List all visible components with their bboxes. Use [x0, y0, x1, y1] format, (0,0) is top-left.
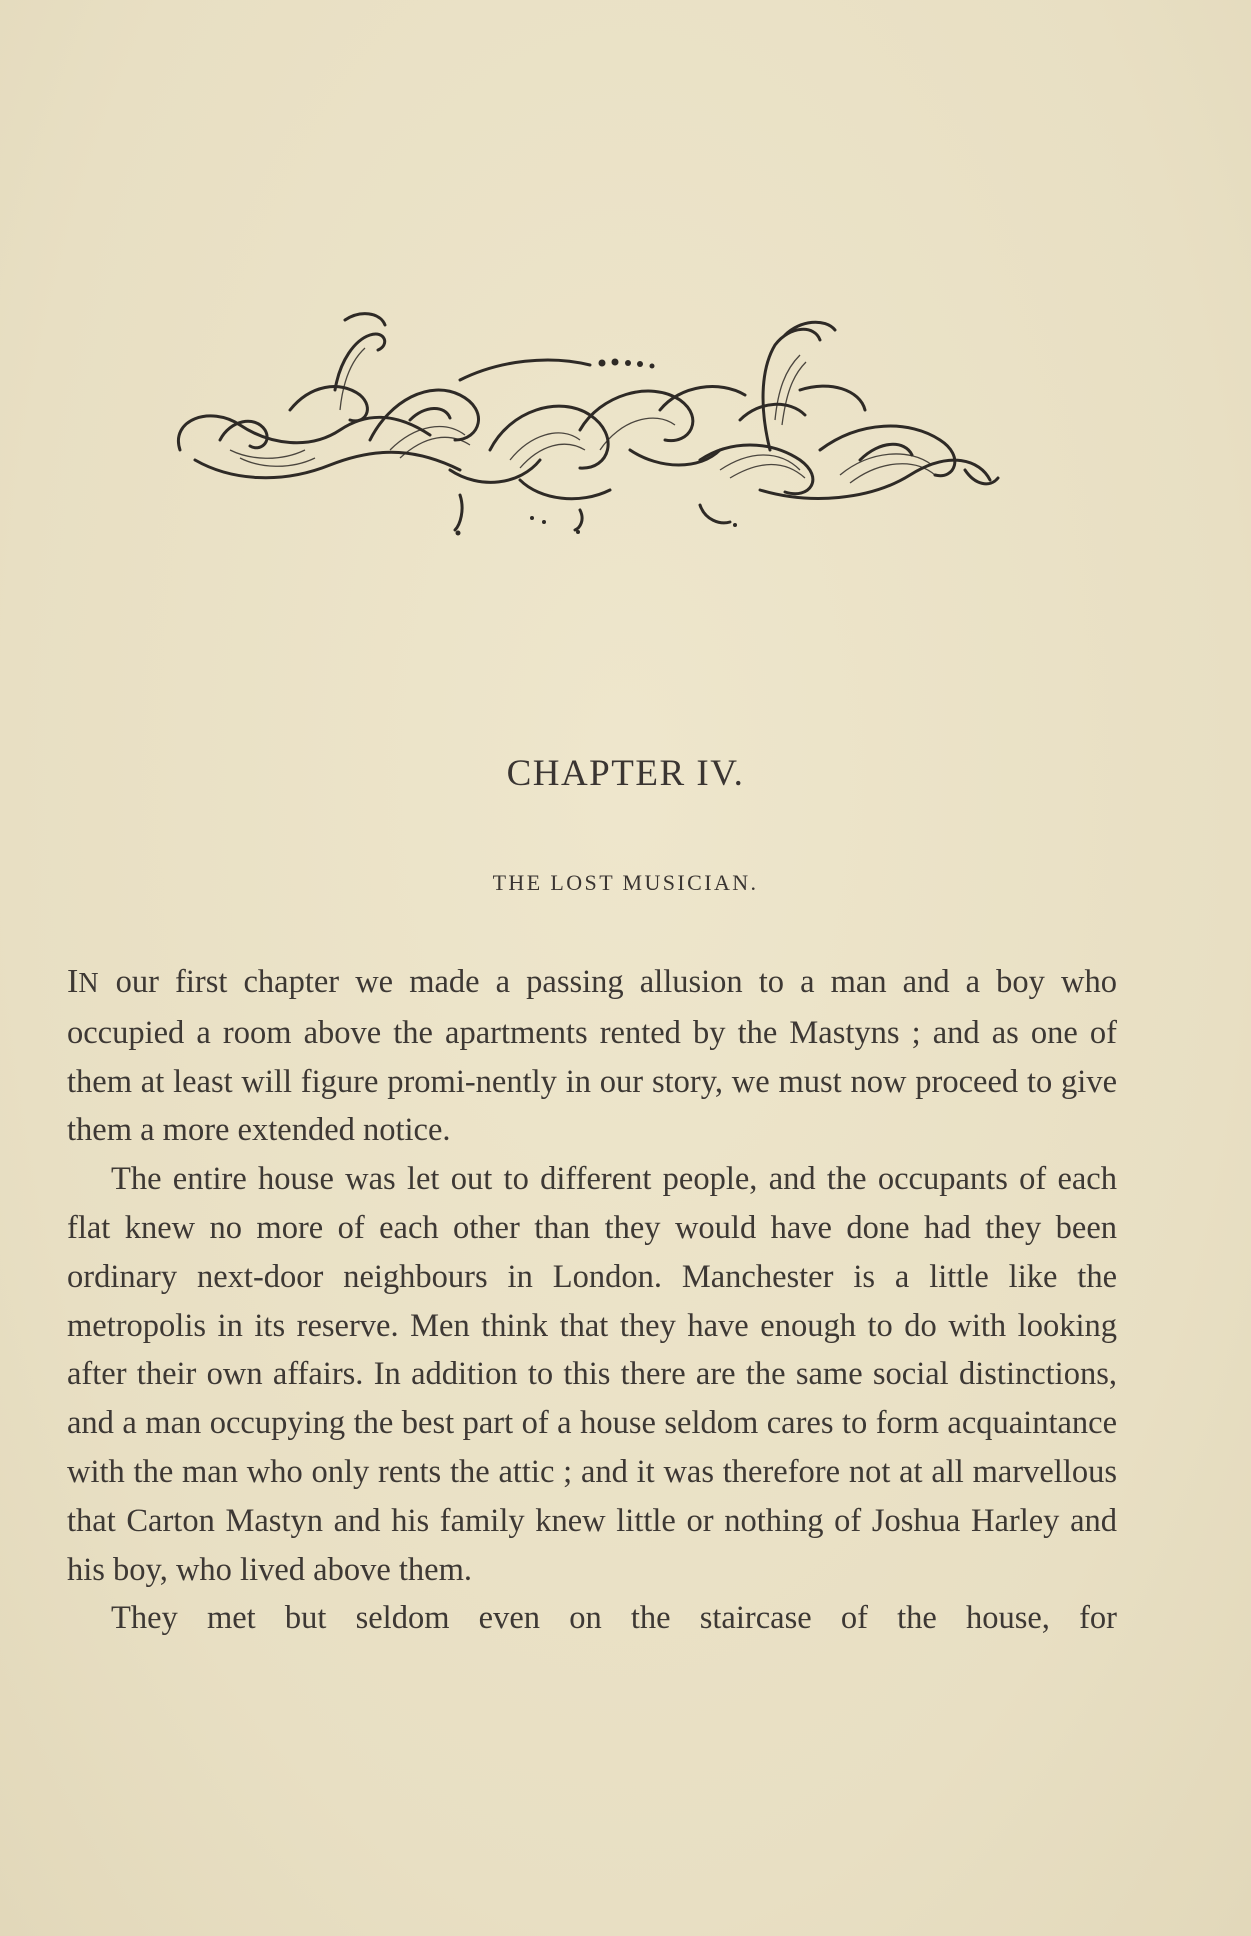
- body-text: [67, 958, 1117, 1643]
- chapter-title: CHAPTER IV.: [506, 753, 745, 794]
- paragraph-initial-smallcaps: N: [78, 968, 100, 999]
- paragraph: [67, 958, 1117, 1155]
- chapter-subtitle: THE LOST MUSICIAN.: [492, 870, 759, 895]
- paragraph-text: our first chapter we made a passing allusion to a man and a boy who occupied a room above the apartments rented by the Mastyns ; and as one of them at least will figure promi-nently in our story, we must now proceed to give them a more extended notice.: [67, 964, 1117, 1149]
- paragraph-initial: I: [67, 963, 79, 1000]
- paragraph: They met but seldom even on the staircase of the house, for: [111, 1600, 1117, 1637]
- decorative-headpiece-ornament: [160, 300, 1020, 540]
- paragraph: The entire house was let out to different people, and the occupants of each flat knew no more of each other than they would have done had they been ordinary next-door neighbours in London. Manchester is a little like the metropolis in its reserve. Men think that they have enough to do with looking after their own affairs. In addition to this there are the same social distinctions, and a man occupying the best part of a house seldom cares to form acquaintance with the man who only rents the attic ; and it was therefore not at all marvellous that Carton Mastyn and his family knew little or nothing of Joshua Harley and his boy, who lived above them.: [67, 1161, 1117, 1588]
